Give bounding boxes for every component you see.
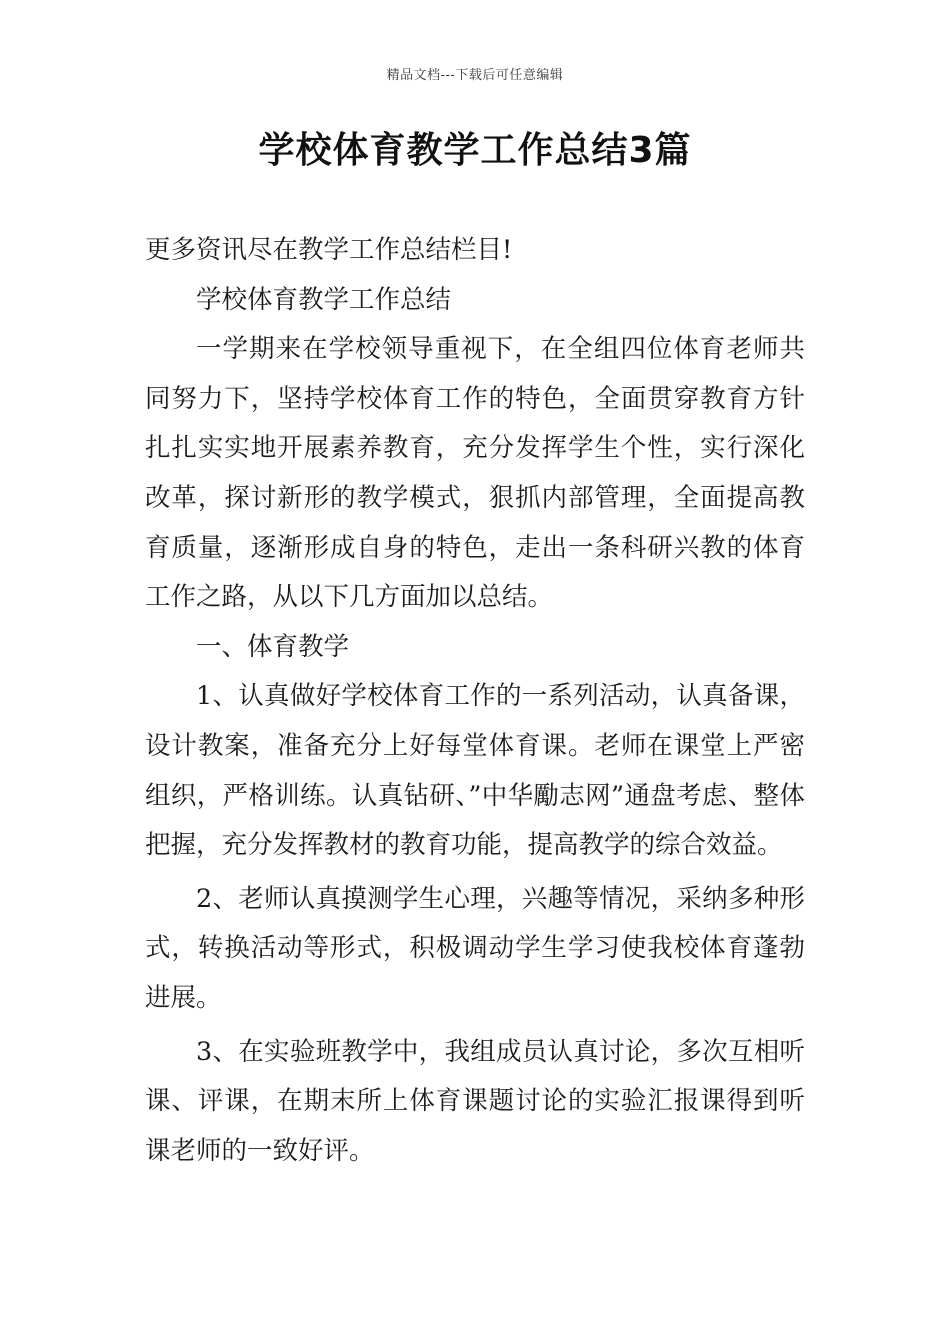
body-paragraph: 1、认真做好学校体育工作的一系列活动，认真备课，设计教案，准备充分上好每堂体育课。老师在课堂上严密组织，严格训练。认真钻研、”中华勵志网”通盘考虑、整体把握，充分发挥教材的教育功能，提高教学的综合效益。 <box>145 681 805 861</box>
subtitle-paragraph: 学校体育教学工作总结 <box>196 284 452 315</box>
section-heading: 一、体育教学 <box>196 631 350 662</box>
body-paragraph: 一学期来在学校领导重视下，在全组四位体育老师共同努力下，坚持学校体育工作的特色，全面贯穿教育方针扎扎实实地开展素养教育，充分发挥学生个性，实行深化改革，探讨新形的教学模式，狠抓内部管理，全面提高教育质量，逐渐形成自身的特色，走出一条科研兴教的体育工作之路，从以下几方面加以总结。 <box>145 334 805 613</box>
document-body <box>145 226 805 1176</box>
page-header-note: 精品文档---下载后可任意编辑 <box>386 68 564 83</box>
intro-paragraph: 更多资讯尽在教学工作总结栏目! <box>145 235 513 265</box>
body-paragraph: 2、老师认真摸测学生心理，兴趣等情况，采纳多种形式，转换活动等形式，积极调动学生学习使我校体育蓬勃进展。 <box>145 883 805 1013</box>
document-title: 学校体育教学工作总结3篇 <box>258 130 692 171</box>
body-paragraph: 3、在实验班教学中，我组成员认真讨论，多次互相听课、评课，在期末所上体育课题讨论的实验汇报课得到听课老师的一致好评。 <box>145 1036 805 1166</box>
